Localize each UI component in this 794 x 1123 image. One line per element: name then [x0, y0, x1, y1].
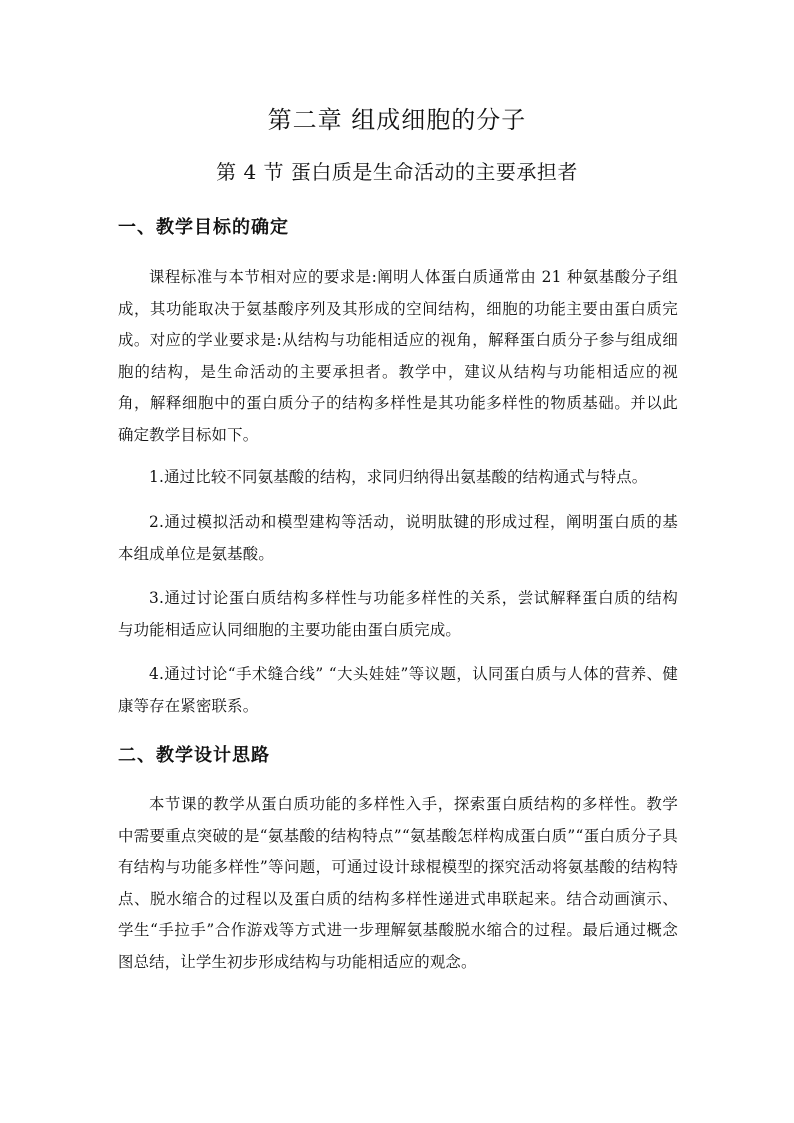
objective-item-2: 2.通过模拟活动和模型建构等活动，说明肽键的形成过程，阐明蛋白质的基本组成单位是氨基酸。 [118, 513, 678, 563]
objective-item-4: 4.通过讨论“手术缝合线” “大头娃娃”等议题，认同蛋白质与人体的营养、健康等存在紧密联系。 [118, 665, 678, 715]
objective-item-3: 3.通过讨论蛋白质结构多样性与功能多样性的关系，尝试解释蛋白质的结构与功能相适应认同细胞的主要功能由蛋白质完成。 [118, 589, 678, 639]
heading-teaching-objectives: 一、教学目标的确定 [118, 217, 289, 238]
design-ideas-paragraph: 本节课的教学从蛋白质功能的多样性入手，探索蛋白质结构的多样性。教学中需要重点突破的是“氨基酸的结构特点”“氨基酸怎样构成蛋白质”“蛋白质分子具有结构与功能多样性”等问题，可通过设计球棍模型的探究活动将氨基酸的结构特点、脱水缩合的过程以及蛋白质的结构多样性递进式串联起来。结合动画演示、学生“手拉手”合作游戏等方式进一步理解氨基酸脱水缩合的过程。最后通过概念图总结，让学生初步形成结构与功能相适应的观念。 [118, 795, 678, 971]
objectives-intro-paragraph: 课程标准与本节相对应的要求是:阐明人体蛋白质通常由 21 种氨基酸分子组成，其功能取决于氨基酸序列及其形成的空间结构，细胞的功能主要由蛋白质完成。对应的学业要求是:从结构与功能相适应的视角，解释蛋白质分子参与组成细胞的结构，是生命活动的主要承担者。教学中，建议从结构与功能相适应的视角，解释细胞中的蛋白质分子的结构多样性是其功能多样性的物质基础。并以此确定教学目标如下。 [118, 268, 678, 444]
chapter-title: 第二章 组成细胞的分子 [267, 106, 527, 134]
objective-item-1: 1.通过比较不同氨基酸的结构，求同归纳得出氨基酸的结构通式与特点。 [149, 468, 648, 486]
heading-design-ideas: 二、教学设计思路 [118, 745, 270, 766]
section-title: 第 4 节 蛋白质是生命活动的主要承担者 [216, 160, 578, 184]
